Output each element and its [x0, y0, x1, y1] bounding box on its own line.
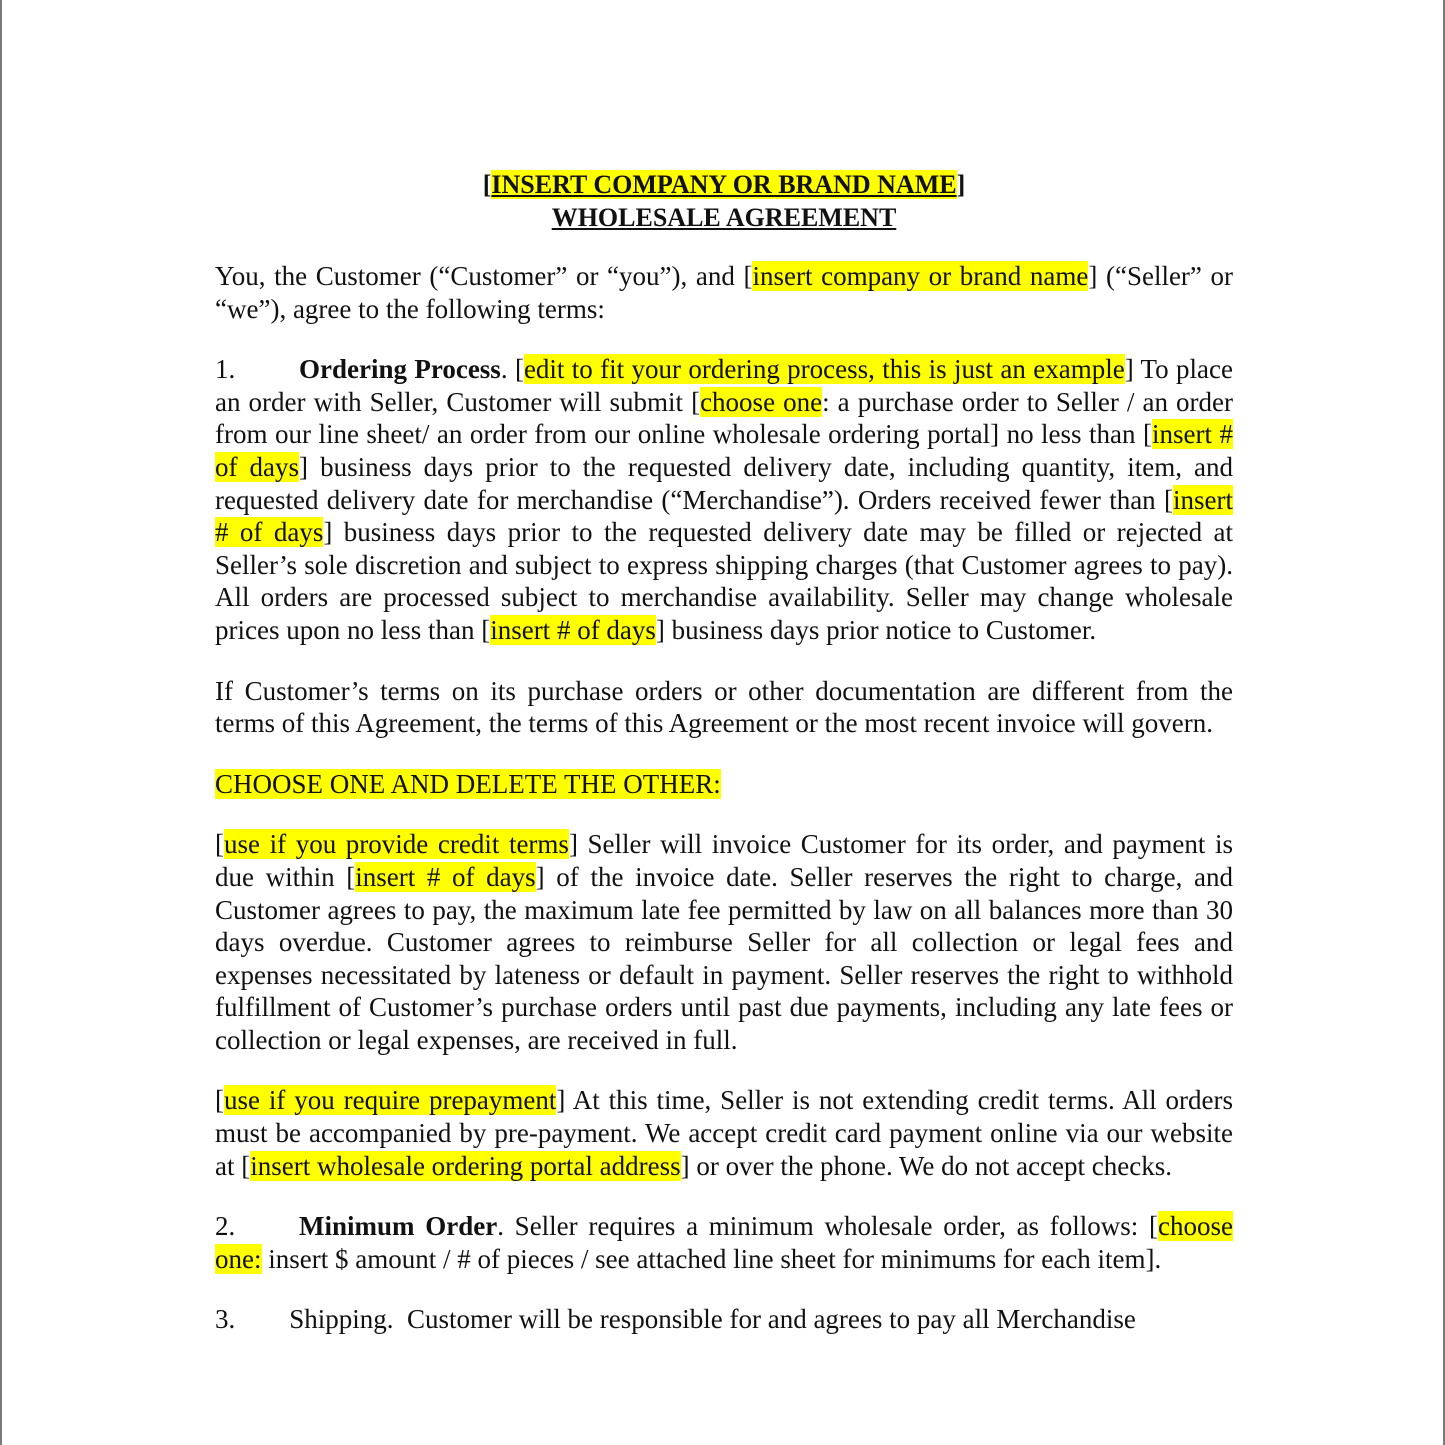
placeholder-days: insert # of days: [490, 614, 656, 645]
brand-placeholder: INSERT COMPANY OR BRAND NAME: [491, 170, 957, 199]
section-heading: Ordering Process: [299, 354, 501, 385]
placeholder-portal-address: insert wholesale ordering portal address: [250, 1150, 681, 1181]
credit-terms-paragraph: [use if you provide credit terms] Seller will invoice Customer for its order, and payment is due within [insert # of days] of the invoice date. Seller reserves the right to charge, and Customer agrees to pay, the maximum late fee permitted by law on all balances more than 30 days overdue. Customer agrees to reimburse Seller for all collection or legal fees and expenses necessitated by lateness or default in payment. Seller reserves the right to withhold fulfillment of Customer’s purchase orders until past due payments, including any late fees or collection or legal expenses, are received in full.: [215, 829, 1233, 1055]
section-number: 2.: [215, 1211, 236, 1242]
choose-one-heading: CHOOSE ONE AND DELETE THE OTHER:: [215, 768, 721, 799]
section-ordering-process: 1. Ordering Process. [edit to fit your ordering process, this is just an example] To place an order with Seller, Customer will submit [choose one: a purchase order to Seller / an order from our line sheet/ an order from our online wholesale ordering portal] no less than [insert # of days] business days prior to the requested delivery date, including quantity, item, and requested delivery date for merchandise (“Merchandise”). Orders received fewer than [insert # of days] business days prior to the requested delivery date may be filled or rejected at Seller’s sole discretion and subject to express shipping charges (that Customer agrees to pay). All orders are processed subject to merchandise availability. Seller may change wholesale prices upon no less than [insert # of days] business days prior notice to Customer.: [215, 354, 1234, 645]
brand-title: [INSERT COMPANY OR BRAND NAME]: [482, 170, 966, 199]
placeholder-choose-one: choose one: [700, 386, 823, 417]
intro-paragraph: You, the Customer (“Customer” or “you”), and [insert company or brand name] (“Seller” or “we”), agree to the following terms:: [215, 261, 1234, 324]
placeholder-credit-terms: use if you provide credit terms: [224, 829, 569, 860]
document-body: [215, 168, 1233, 1336]
prepayment-paragraph: [use if you require prepayment] At this time, Seller is not extending credit terms. All orders must be accompanied by pre-payment. We accept credit card payment online via our website at [insert wholesale ordering portal address] or over the phone. We do not accept checks.: [215, 1085, 1233, 1181]
placeholder-choose-one: choose one:: [215, 1211, 1233, 1274]
section-heading: Minimum Order: [299, 1211, 498, 1242]
placeholder-days: insert # of days: [215, 419, 1233, 482]
section-number: 1.: [215, 354, 236, 385]
placeholder-edit-note: edit to fit your ordering process, this is just an example: [523, 354, 1125, 385]
agreement-title: WHOLESALE AGREEMENT: [551, 203, 897, 232]
section-minimum-order: 2. Minimum Order. Seller requires a minimum wholesale order, as follows: [choose one: insert $ amount / # of pieces / see attached line sheet for minimums for each item].: [215, 1211, 1233, 1274]
placeholder-days: insert # of days: [355, 861, 536, 892]
placeholder-days: insert # of days: [215, 484, 1233, 548]
section-shipping-partial: 3. Shipping. Customer will be responsible for and agrees to pay all Merchandise: [215, 1304, 1136, 1335]
placeholder-company: insert company or brand name: [752, 261, 1089, 291]
terms-paragraph: If Customer’s terms on its purchase orders or other documentation are different from the terms of this Agreement, the terms of this Agreement or the most recent invoice will govern.: [215, 675, 1233, 739]
placeholder-prepayment: use if you require prepayment: [224, 1085, 557, 1116]
